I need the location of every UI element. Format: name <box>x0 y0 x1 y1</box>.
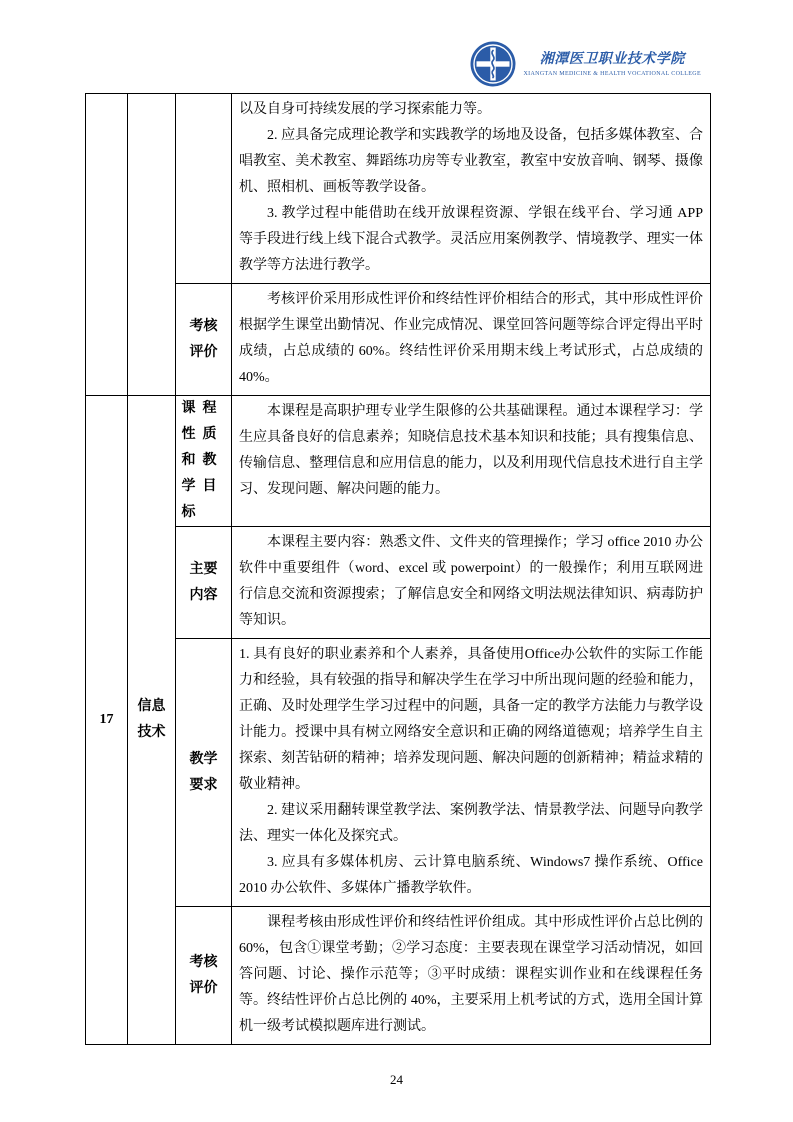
course17-content-row <box>86 527 711 639</box>
continued-assessment-row <box>86 284 711 396</box>
content-paragraph: 考核评价采用形成性评价和终结性评价相结合的形式，其中形成性评价根据学生课堂出勤情况、作业完成情况、课堂回答问题等综合评定得出平时成绩，占总成绩的 60%。终结性评价采用期末线上考试形式，占总成绩的 40%。 <box>239 292 703 385</box>
content-paragraph: 课程考核由形成性评价和终结性评价组成。其中形成性评价占总比例的 60%，包含①课堂考勤；②学习态度：主要表现在课堂学习活动情况，如回答问题、讨论、操作示范等；③平时成绩：课程实训作业和在线课程任务等。终结性评价占总比例的 40%，主要采用上机考试的方式，选用全国计算机一级考试模拟题库进行测试。 <box>239 915 703 1034</box>
section-label-cell <box>176 527 232 639</box>
college-name-english: XIANGTAN MEDICINE & HEALTH VOCATIONAL COLLEGE <box>523 70 701 77</box>
content-paragraph: 本课程主要内容：熟悉文件、文件夹的管理操作；学习 office 2010 办公软件中重要组件（word、excel 或 powerpoint）的一般操作；利用互联网进行信息交流和资源搜索；了解信息安全和网络文明法规法律知识、病毒防护等知识。 <box>239 535 703 628</box>
section-label: 课程性质和教学目标 <box>181 401 224 520</box>
section-content-cell <box>232 94 711 284</box>
course17-assessment-row <box>86 907 711 1045</box>
section-content-cell <box>232 396 711 527</box>
section-content-cell <box>232 639 711 907</box>
section-content-cell <box>232 284 711 396</box>
page-number: 24 <box>390 1072 403 1087</box>
section-label-cell-empty <box>176 94 232 284</box>
college-logotype <box>523 51 701 78</box>
section-label: 主要内容 <box>189 561 218 603</box>
course-name-cell <box>128 396 176 1045</box>
section-label-cell <box>176 284 232 396</box>
table-container <box>0 93 793 1045</box>
course17-objectives-row <box>86 396 711 527</box>
course-number-cell-empty <box>86 94 128 396</box>
section-label: 教学要求 <box>189 751 218 793</box>
content-paragraph: 本课程是高职护理专业学生限修的公共基础课程。通过本课程学习：学生应具备良好的信息素养；知晓信息技术基本知识和技能；具有搜集信息、传输信息、整理信息和应用信息的能力，以及利用现代信息技术进行自主学习、发现问题、解决问题的能力。 <box>239 404 703 497</box>
course-table <box>85 93 711 1045</box>
section-content-cell <box>232 907 711 1045</box>
course-name-cell-empty <box>128 94 176 396</box>
content-paragraph: 1. 具有良好的职业素养和个人素养，具备使用Office办公软件的实际工作能力和经验，具有较强的指导和解决学生在学习中所出现问题的经验和能力，正确、及时处理学生学习过程中的问题，具备一定的教学方法能力与教学设计能力。授课中具有树立网络安全意识和正确的网络道德观；培养学生自主探索、刻苦钻研的精神；培养发现问题、解决问题的创新精神；精益求精的敬业精神。 <box>239 647 703 792</box>
document-footer <box>0 1071 793 1089</box>
section-label: 考核评价 <box>189 318 218 360</box>
content-paragraph: 以及自身可持续发展的学习探索能力等。 <box>239 102 491 117</box>
document-header <box>0 0 793 93</box>
content-paragraph: 2. 建议采用翻转课堂教学法、案例教学法、情景教学法、问题导向教学法、理实一体化及探究式。 <box>239 803 703 844</box>
college-emblem-icon <box>470 41 516 87</box>
section-content-cell <box>232 527 711 639</box>
continued-conditions-row <box>86 94 711 284</box>
course-name: 信息技术 <box>137 699 166 740</box>
course-number-cell: 17 <box>86 396 128 1045</box>
section-label-cell <box>176 396 232 527</box>
college-name-chinese: 湘潭医卫职业技术学院 <box>539 51 685 67</box>
course17-requirements-row <box>86 639 711 907</box>
college-logo <box>470 41 701 87</box>
section-label: 考核评价 <box>189 954 218 996</box>
content-paragraph: 2. 应具备完成理论教学和实践教学的场地及设备，包括多媒体教室、合唱教室、美术教室、舞蹈练功房等专业教室，教室中安放音响、钢琴、摄像机、照相机、画板等教学设备。 <box>239 128 703 195</box>
content-paragraph: 3. 教学过程中能借助在线开放课程资源、学银在线平台、学习通 APP 等手段进行线上线下混合式教学。灵活应用案例教学、情境教学、理实一体教学等方法进行教学。 <box>239 206 703 273</box>
content-paragraph: 3. 应具有多媒体机房、云计算电脑系统、Windows7 操作系统、Office 2010 办公软件、多媒体广播教学软件。 <box>239 855 703 896</box>
section-label-cell <box>176 907 232 1045</box>
section-label-cell <box>176 639 232 907</box>
